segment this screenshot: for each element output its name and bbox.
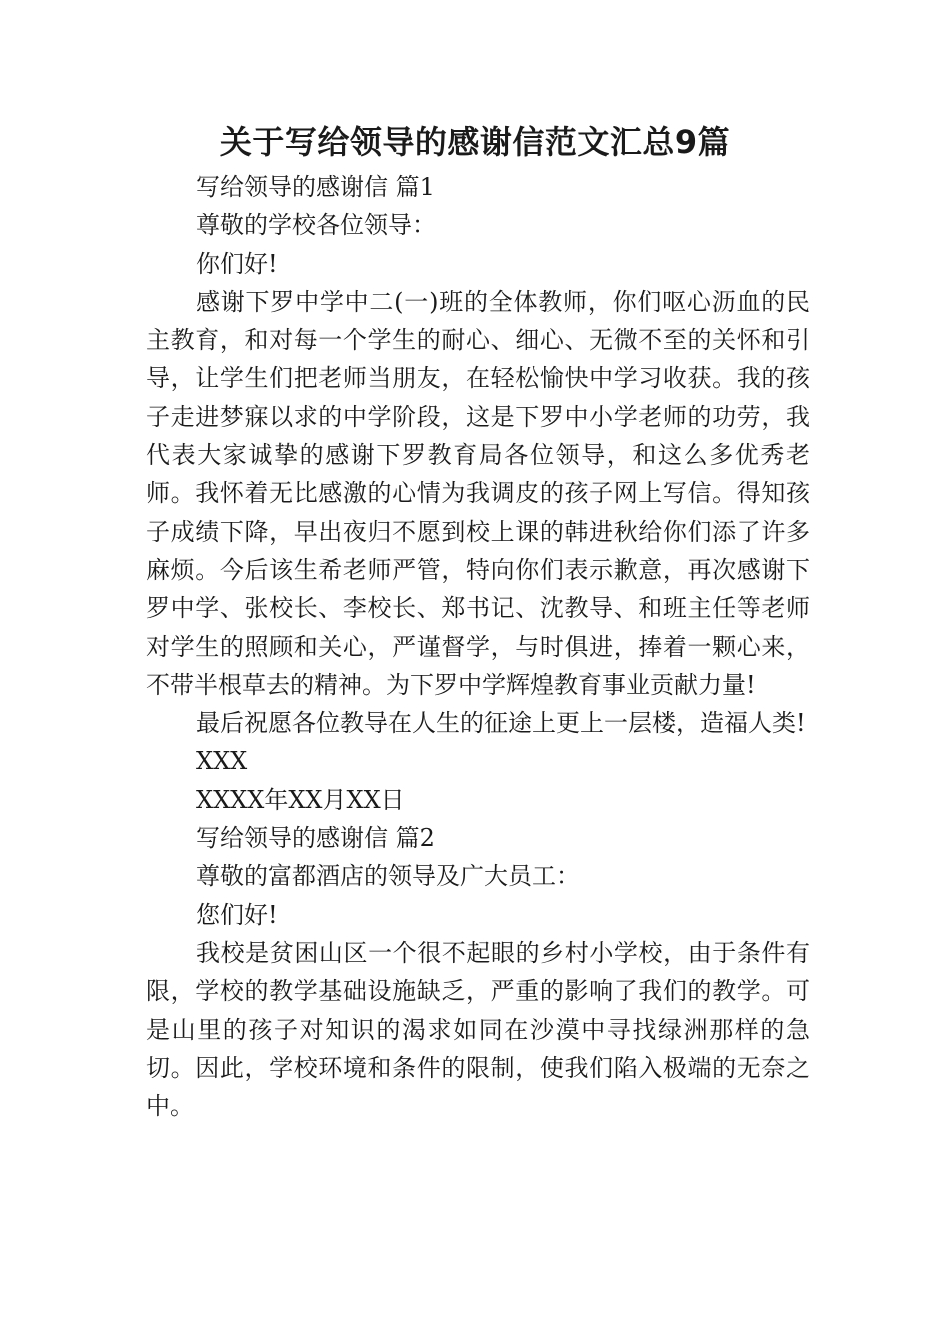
greeting-2: 您们好! [196, 900, 278, 929]
section-heading-2: 写给领导的感谢信 篇2 [196, 824, 435, 853]
body-paragraph-1: 感谢下罗中学中二(一)班的全体教师，你们呕心沥血的民主教育，和对每一个学生的耐心、细心、无微不至的关怀和引导，让学生们把老师当朋友，在轻松愉快中学习收获。我的孩子走进梦寐以求的中学阶段，这是下罗中小学老师的功劳，我代表大家诚挚的感谢下罗教育局各位领导，和这么多优秀老师。我怀着无比感激的心情为我调皮的孩子网上写信。得知孩子成绩下降，早出夜归不愿到校上课的韩进秋给你们添了许多麻烦。今后该生希老师严管，特向你们表示歉意，再次感谢下罗中学、张校长、李校长、郑书记、沈教导、和班主任等老师对学生的照顾和关心，严谨督学，与时俱进，捧着一颗心来，不带半根草去的精神。为下罗中学辉煌教育事业贡献力量! [146, 287, 810, 699]
date-1: XXXX年XX月XX日 [196, 785, 405, 814]
greeting-1: 你们好! [196, 249, 278, 278]
salutation-2: 尊敬的富都酒店的领导及广大员工： [196, 862, 580, 891]
section-heading-1: 写给领导的感谢信 篇1 [196, 173, 435, 201]
document-title: 关于写给领导的感谢信范文汇总9篇 [219, 123, 731, 161]
body-paragraph-2: 我校是贫困山区一个很不起眼的乡村小学校，由于条件有限，学校的教学基础设施缺乏，严重的影响了我们的教学。可是山里的孩子对知识的渴求如同在沙漠中寻找绿洲那样的急切。因此，学校环境和条件的限制，使我们陷入极端的无奈之中。 [146, 938, 810, 1121]
salutation-1: 尊敬的学校各位领导： [196, 211, 436, 240]
document-body [146, 168, 810, 1125]
signature-1: XXX [196, 747, 248, 776]
closing-paragraph-1: 最后祝愿各位教导在人生的征途上更上一层楼，造福人类! [196, 709, 806, 738]
